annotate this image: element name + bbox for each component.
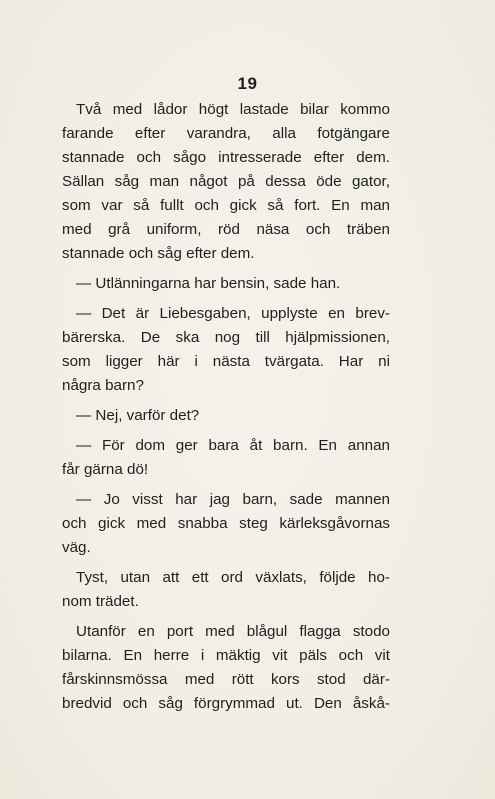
paragraph: [62, 620, 390, 716]
text-line: som var så fullt och gick så fort. En man: [62, 197, 390, 214]
text-line: farande efter varandra, alla fotgängare: [62, 125, 390, 142]
text-line: — Det är Liebesgaben, upplyste en brev-: [76, 305, 390, 322]
text-line: som ligger här i nästa tvärgata. Har ni: [62, 353, 390, 370]
text-line: väg.: [62, 539, 91, 556]
text-line: med grå uniform, röd näsa och träben: [62, 221, 390, 238]
text-line: Utanför en port med blågul flagga stodo: [76, 623, 390, 640]
text-line: stannade och såg efter dem.: [62, 245, 255, 262]
paragraph: [62, 434, 390, 482]
body-text: [62, 98, 390, 716]
text-line: får gärna dö!: [62, 461, 149, 478]
paragraph: [62, 566, 390, 614]
paragraph: [62, 302, 390, 398]
text-line: — För dom ger bara åt barn. En annan: [76, 437, 390, 454]
text-line: fårskinnsmössa med rött kors stod där-: [62, 671, 390, 688]
page-number: 19: [237, 74, 258, 93]
text-line: några barn?: [62, 377, 144, 394]
paragraph: [62, 488, 390, 560]
text-line: — Utlänningarna har bensin, sade han.: [76, 275, 341, 292]
text-line: bilarna. En herre i mäktig vit päls och vit: [62, 647, 390, 664]
text-line: och gick med snabba steg kärleksgåvornas: [62, 515, 390, 532]
text-line: — Nej, varför det?: [76, 407, 200, 424]
text-line: bärerska. De ska nog till hjälpmissionen,: [62, 329, 390, 346]
text-line: stannade och sågo intresserade efter dem.: [62, 149, 390, 166]
text-line: Två med lådor högt lastade bilar kommo: [76, 101, 390, 118]
text-line: nom trädet.: [62, 593, 139, 610]
paragraph: [62, 98, 390, 266]
text-line: Sällan såg man något på dessa öde gator,: [62, 173, 390, 190]
text-line: bredvid och såg förgrymmad ut. Den åskå-: [62, 695, 390, 712]
text-line: — Jo visst har jag barn, sade mannen: [76, 491, 390, 508]
paragraph: [62, 404, 390, 428]
paragraph: [62, 272, 390, 296]
text-line: Tyst, utan att ett ord växlats, följde ho-: [76, 569, 390, 586]
